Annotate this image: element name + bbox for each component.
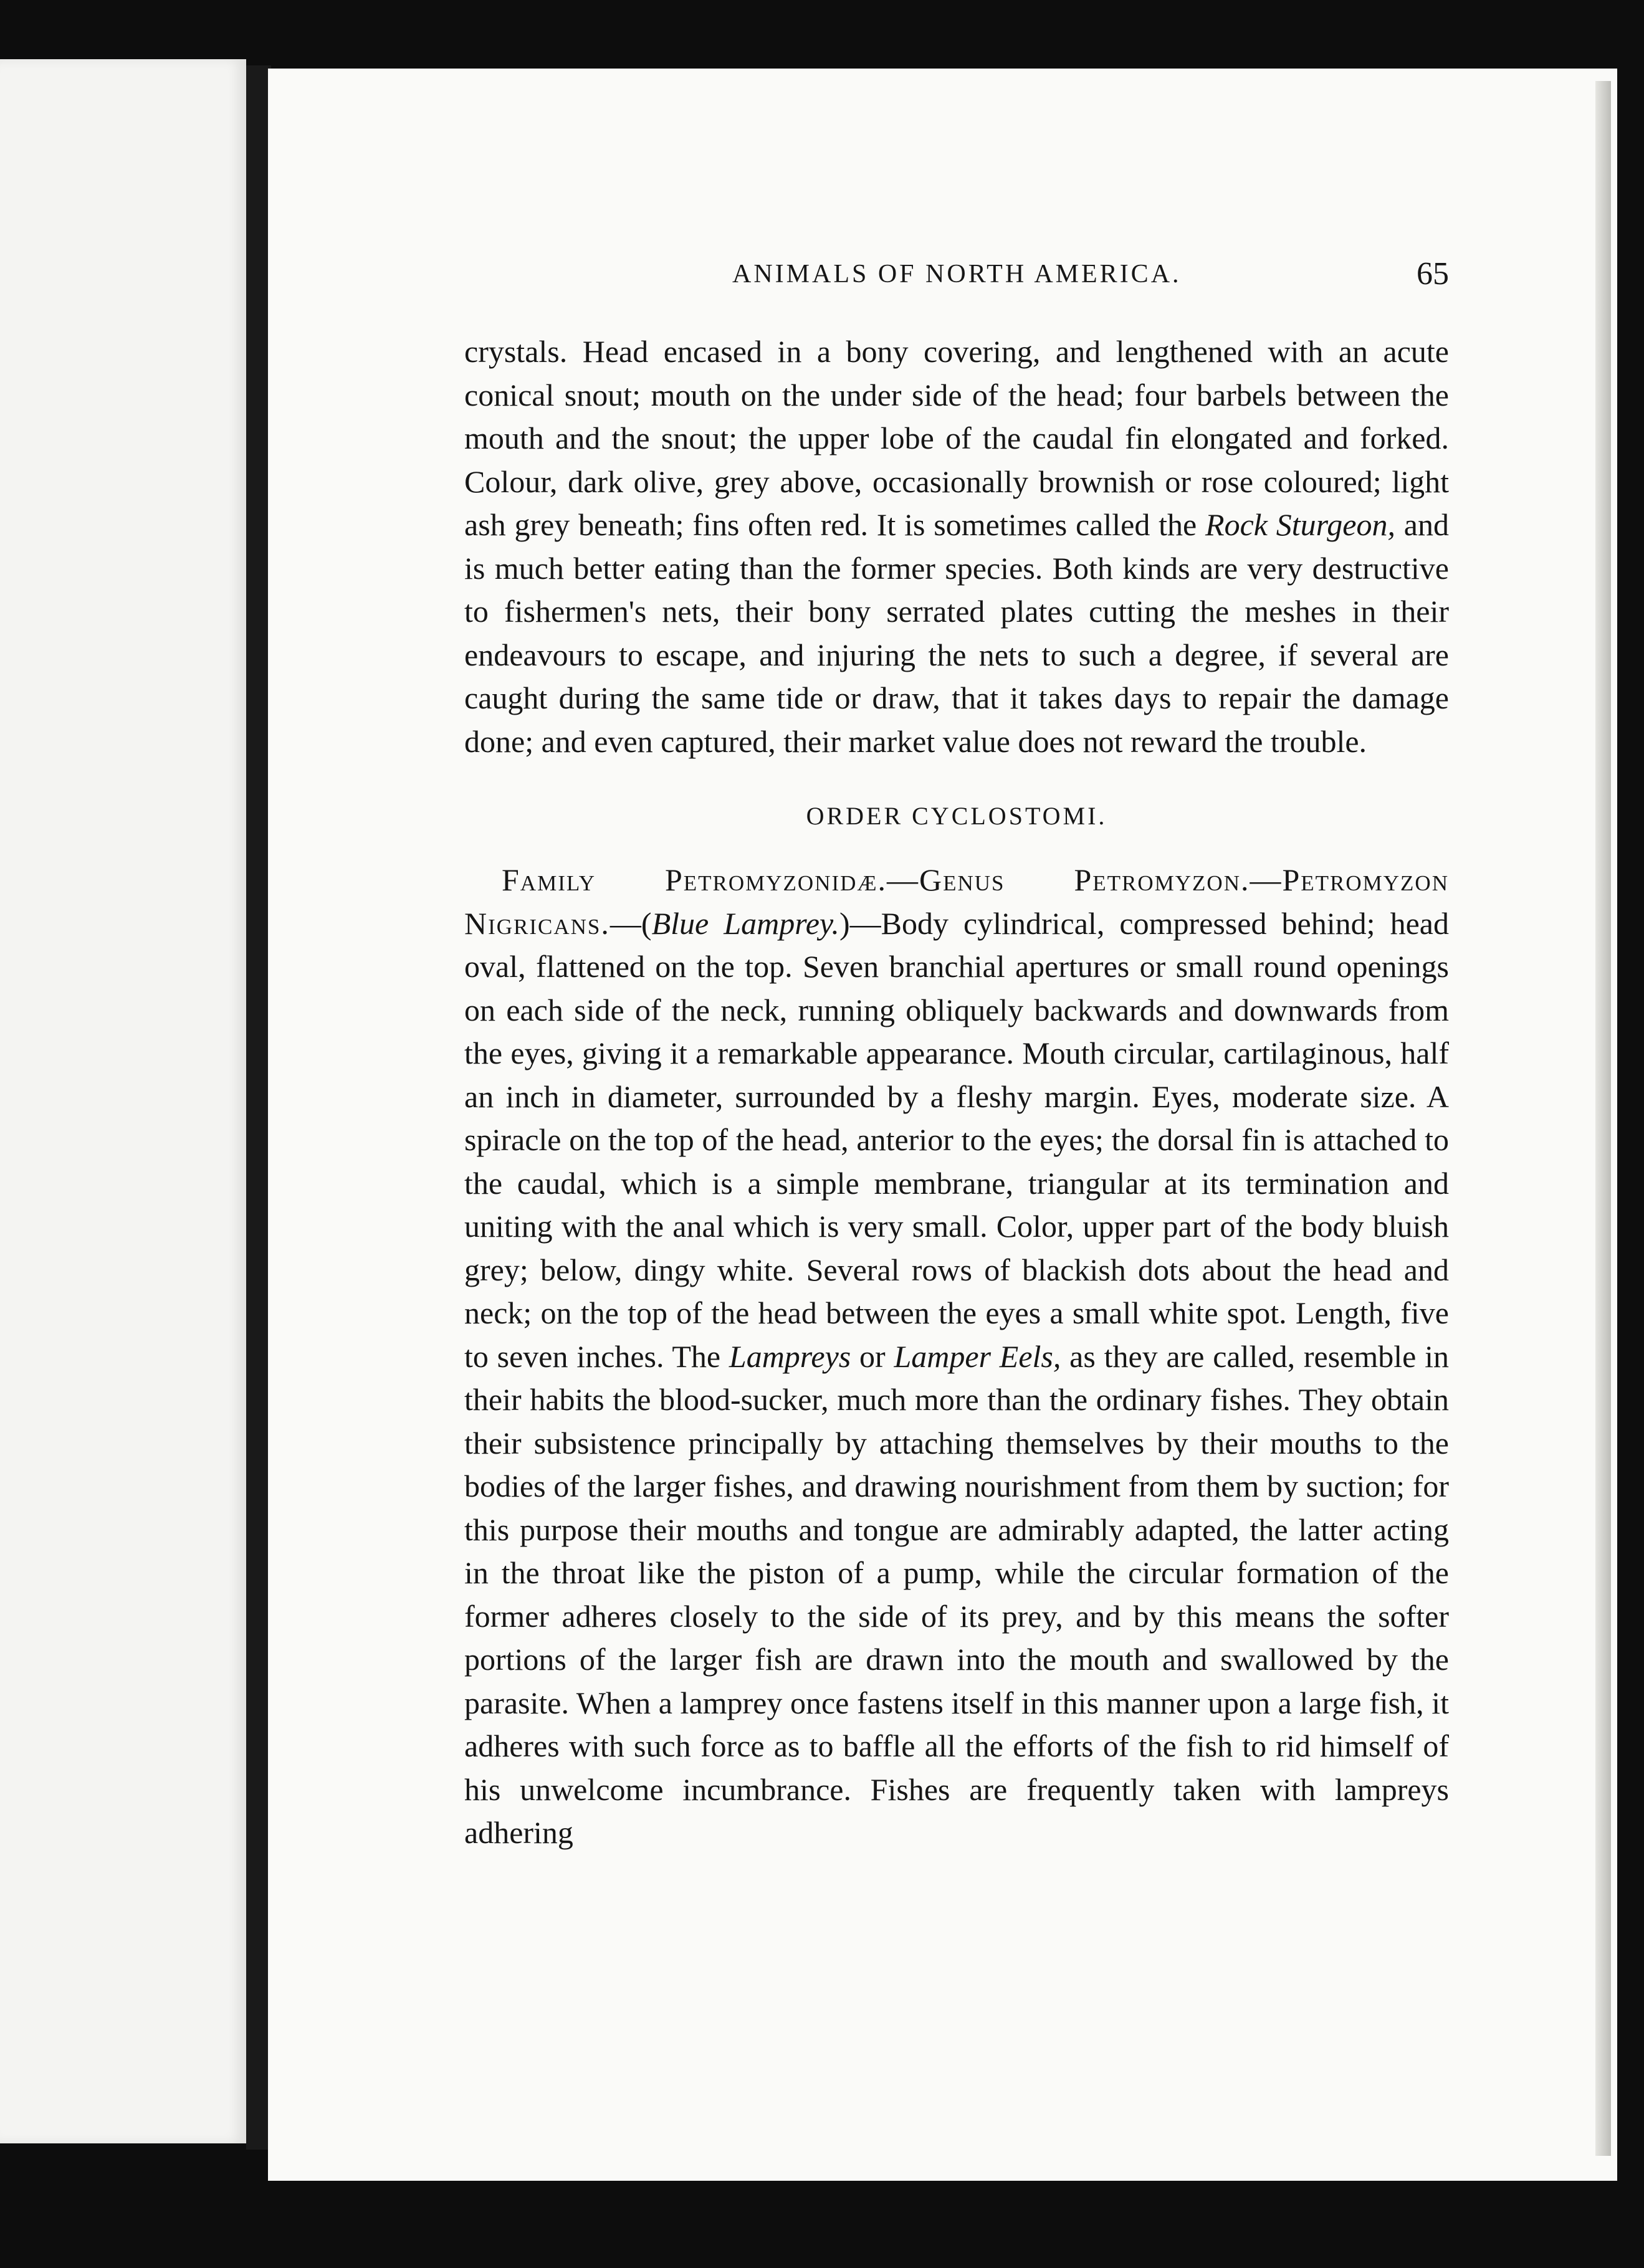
para2-italic-lamper-eels: Lamper Eels, bbox=[894, 1338, 1061, 1374]
paragraph-sturgeon bbox=[464, 330, 1449, 763]
para2-text-a: —( bbox=[609, 905, 652, 941]
para2-text-b: )—Body cylindrical, compressed behind; head oval, flattened on the top. Seven branchial apertures or small round openings on each side of the neck, running obliquely backwards and downwards from the eyes, giving it a remarkable appearance. Mouth circular, cartilaginous, half an inch in diameter, surrounded by a fleshy margin. Eyes, moderate size. A spiracle on the top of the head, anterior to the eyes; the dorsal fin is attached to the caudal, which is a simple membrane, triangular at its termination and uniting with the anal which is very small. Color, upper part of the body bluish grey; below, dingy white. Several rows of blackish dots about the head and neck; on the top of the head between the eyes a small white spot. Length, five to seven inches. The bbox=[464, 905, 1449, 1374]
body-text bbox=[464, 330, 1449, 1855]
order-heading: ORDER CYCLOSTOMI. bbox=[806, 802, 1107, 830]
para1-italic-rock-sturgeon: Rock Sturgeon, bbox=[1205, 507, 1395, 542]
para1-text-b: and is much better eating than the former species. Both kinds are very destructive to fishermen's nets, their bony serrated plates cutting the meshes in their endeavours to escape, and injuring the nets to such a degree, if several are caught during the same tide or draw, that it takes days to repair the damage done; and even captured, their market value does not reward the trouble. bbox=[464, 507, 1449, 759]
para2-text-d: as they are called, resemble in their habits the blood-sucker, much more than the ordinary fishes. They obtain their subsistence principally by attaching themselves by their mouths to the bodies of the larger fishes, and drawing nourishment from them by suction; for this purpose their mouths and tongue are admirably adapted, the latter acting in the throat like the piston of a pump, while the circular formation of the former adheres closely to the side of its prey, and by this means the softer portions of the larger fish are drawn into the mouth and swallowed by the parasite. When a lamprey once fastens itself in this manner upon a large fish, it adheres with such force as to baffle all the efforts of the fish to rid himself of his unwelcome incumbrance. Fishes are frequently taken with lampreys adhering bbox=[464, 1338, 1449, 1850]
para1-text-a: crystals. Head encased in a bony covering, and lengthened with an acute conical snout; mouth on the under side of the head; four barbels between the mouth and the snout; the upper lobe of the caudal fin elongated and forked. Colour, dark olive, grey above, occasionally brownish or rose coloured; light ash grey beneath; fins often red. It is sometimes called the bbox=[464, 334, 1449, 542]
page-edge bbox=[1595, 81, 1611, 2156]
para2-italic-lampreys: Lampreys bbox=[729, 1338, 851, 1374]
para2-italic-blue-lamprey: Blue Lamprey. bbox=[651, 905, 839, 941]
running-title: ANIMALS OF NORTH AMERICA. bbox=[732, 260, 1182, 288]
para2-family-genus-caps: Family Petromyzonidæ.—Genus Petromyzon.—Petromyzon Nigricans. bbox=[464, 862, 1449, 941]
page-number: 65 bbox=[1417, 256, 1449, 292]
page-header bbox=[464, 255, 1449, 299]
paragraph-lamprey bbox=[464, 859, 1449, 1855]
left-page-edge bbox=[0, 59, 246, 2143]
book-gutter bbox=[246, 65, 271, 2150]
para2-text-c: or bbox=[851, 1338, 894, 1374]
